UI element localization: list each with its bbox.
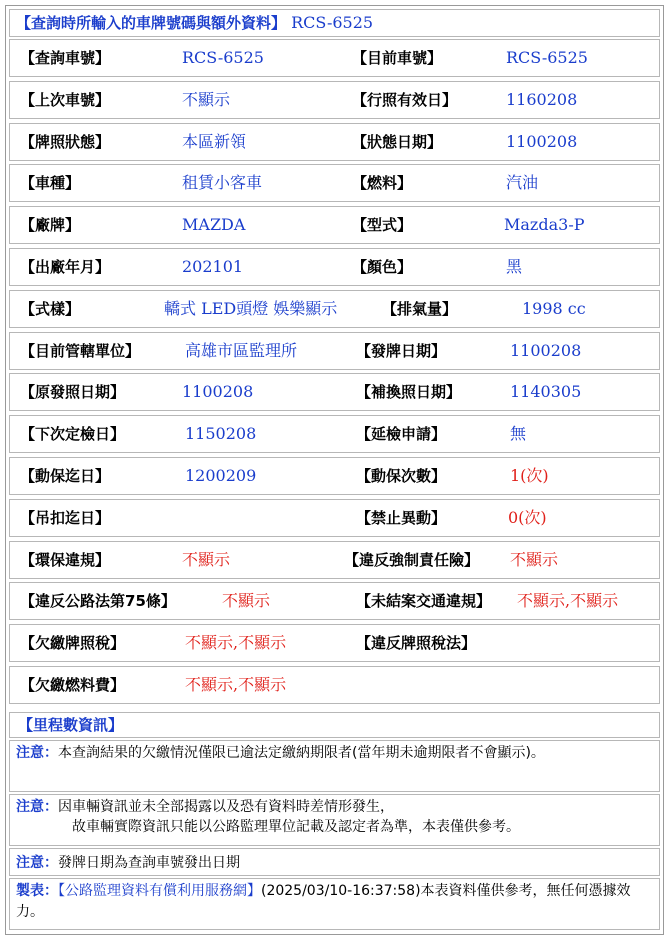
field-label: 【發牌日期】 xyxy=(356,341,447,360)
note-arrears-text: 本查詢結果的欠繳情況僅限已逾法定繳納期限者(當年期未逾期限者不會顯示)。 xyxy=(58,745,545,761)
field-label: 【上次車號】 xyxy=(20,90,111,109)
info-row xyxy=(9,457,660,495)
field-value: 1140305 xyxy=(510,382,582,402)
field-label: 【查詢車號】 xyxy=(20,49,111,67)
field-value: 汽油 xyxy=(506,173,539,193)
field-label: 【欠繳牌照稅】 xyxy=(20,634,126,653)
field-label: 【環保違規】 xyxy=(20,550,111,569)
field-value: 轎式 LED頭燈 娛樂顯示 xyxy=(164,298,338,318)
info-row xyxy=(9,332,660,370)
info-row xyxy=(9,499,660,537)
maker-suffix: 本表資料僅供參考，無任何憑據效力。 xyxy=(16,883,631,920)
field-label: 【車種】 xyxy=(20,174,81,193)
query-title-plate: RCS-6525 xyxy=(291,13,374,32)
query-title-bar xyxy=(9,9,660,37)
field-value: 不顯示,不顯示 xyxy=(185,633,287,653)
info-row xyxy=(9,373,660,411)
note-issue-date-text: 發牌日期為查詢車號發出日期 xyxy=(58,855,240,871)
info-row xyxy=(9,248,660,286)
field-value: 1100208 xyxy=(510,340,582,360)
note-disclaimer-line2: 故車輛實際資訊只能以公路監理單位記載及認定者為準，本表僅供參考。 xyxy=(72,819,520,835)
field-value: RCS-6525 xyxy=(506,48,588,67)
note-arrears-label: 注意： xyxy=(16,745,58,761)
field-label: 【行照有效日】 xyxy=(352,90,458,109)
field-label: 【式樣】 xyxy=(20,299,81,318)
field-value: 無 xyxy=(510,424,527,444)
info-row xyxy=(9,541,660,579)
field-label: 【目前管轄單位】 xyxy=(20,341,141,360)
maker-timestamp: (2025/03/10-16:37:58) xyxy=(261,883,421,899)
field-label: 【出廠年月】 xyxy=(20,258,111,276)
field-label: 【禁止異動】 xyxy=(356,508,447,527)
query-title-label: 【查詢時所輸入的車牌號碼與額外資料】 xyxy=(16,14,287,32)
field-label: 【動保次數】 xyxy=(356,467,447,485)
field-value: 不顯示 xyxy=(182,89,231,109)
info-row xyxy=(9,582,660,620)
field-value: 0(次) xyxy=(508,507,547,527)
field-label: 【目前車號】 xyxy=(352,49,443,67)
field-value: 1100208 xyxy=(506,131,578,151)
field-value: 1(次) xyxy=(510,466,549,485)
maker-source-link[interactable]: 【公路監理資料有償利用服務網】 xyxy=(58,883,261,899)
field-label: 【違反公路法第75條】 xyxy=(20,592,176,611)
mileage-section-header: 【里程數資訊】 xyxy=(9,712,660,738)
info-row xyxy=(9,123,660,161)
field-label: 【違反牌照稅法】 xyxy=(356,634,477,653)
field-value: RCS-6525 xyxy=(182,48,264,67)
field-value: 不顯示,不顯示 xyxy=(185,675,287,694)
field-value: 本區新領 xyxy=(182,131,247,151)
field-label: 【廠牌】 xyxy=(20,216,81,235)
field-value: 不顯示,不顯示 xyxy=(517,591,619,611)
field-label: 【欠繳燃料費】 xyxy=(20,676,126,694)
info-row xyxy=(9,290,660,328)
note-disclaimer-line1: 因車輛資訊並未全部揭露以及恐有資料時差情形發生， xyxy=(58,799,394,815)
field-value: 不顯示 xyxy=(510,549,559,569)
note-issue-date-label: 注意： xyxy=(16,855,58,871)
field-label: 【排氣量】 xyxy=(382,299,458,318)
field-value: MAZDA xyxy=(182,215,246,235)
field-label: 【原發照日期】 xyxy=(20,383,126,402)
info-row xyxy=(9,415,660,453)
field-value: 不顯示 xyxy=(182,549,231,569)
field-value: 高雄市區監理所 xyxy=(185,340,298,360)
field-value: Mazda3-P xyxy=(504,215,585,235)
field-value: 1150208 xyxy=(185,424,257,444)
maker-footer xyxy=(9,878,660,930)
report-container xyxy=(5,5,664,935)
field-label: 【狀態日期】 xyxy=(352,132,443,151)
info-row xyxy=(9,81,660,119)
field-label: 【牌照狀態】 xyxy=(20,132,111,151)
note-issue-date xyxy=(9,848,660,876)
field-label: 【下次定檢日】 xyxy=(20,425,126,444)
field-label: 【延檢申請】 xyxy=(356,425,447,444)
field-value: 202101 xyxy=(182,257,244,276)
field-label: 【動保迄日】 xyxy=(20,467,111,485)
field-value: 不顯示 xyxy=(222,591,271,611)
field-value: 租賃小客車 xyxy=(182,173,263,193)
field-label: 【違反強制責任險】 xyxy=(344,550,480,569)
note-disclaimer-label: 注意： xyxy=(16,799,58,815)
field-label: 【顏色】 xyxy=(352,258,413,276)
field-value: 1100208 xyxy=(182,382,254,402)
field-value: 1998 cc xyxy=(522,298,586,318)
info-row xyxy=(9,164,660,202)
field-label: 【型式】 xyxy=(352,216,413,235)
field-label: 【補換照日期】 xyxy=(356,383,462,402)
field-value: 黑 xyxy=(506,257,523,276)
field-value: 1160208 xyxy=(506,89,578,109)
field-label: 【燃料】 xyxy=(352,174,413,193)
field-value: 1200209 xyxy=(185,466,257,485)
info-row xyxy=(9,624,660,662)
note-disclaimer xyxy=(9,794,660,846)
field-label: 【未結案交通違規】 xyxy=(356,592,492,611)
info-row xyxy=(9,39,660,77)
maker-label: 製表： xyxy=(16,883,58,899)
info-row xyxy=(9,666,660,704)
field-label: 【吊扣迄日】 xyxy=(20,508,111,527)
note-arrears xyxy=(9,740,660,792)
info-row xyxy=(9,206,660,244)
